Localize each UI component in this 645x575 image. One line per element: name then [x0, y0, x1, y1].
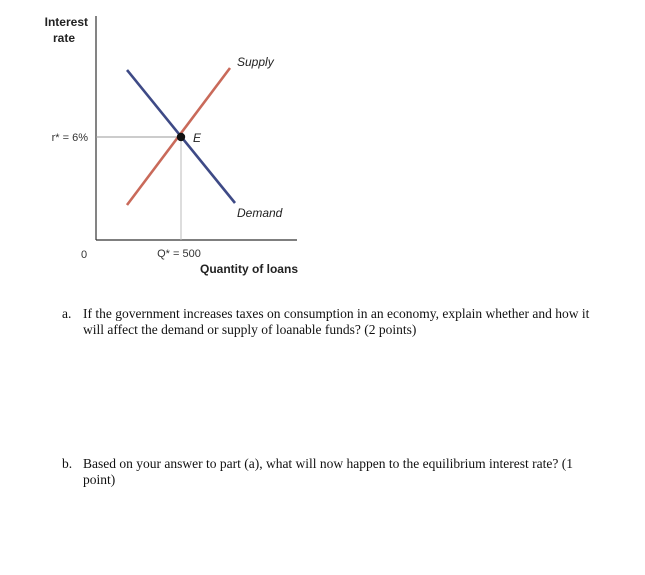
supply-label: Supply — [237, 55, 274, 69]
question-b-text: Based on your answer to part (a), what will now happen to the equilibrium interest rate? (1 point) — [83, 456, 573, 487]
question-a — [62, 306, 607, 338]
question-a-text: If the government increases taxes on consumption in an economy, explain whether and how it will affect the demand or supply of loanable funds? (2 points) — [83, 306, 590, 337]
question-b-marker: b. — [62, 456, 73, 471]
question-a-marker: a. — [62, 306, 72, 321]
equilibrium-point — [177, 133, 185, 141]
question-b — [62, 456, 607, 488]
equilibrium-rate-tick-label: r* = 6% — [51, 132, 88, 144]
y-axis-label-line1: Interest — [44, 15, 88, 29]
origin-label: 0 — [80, 249, 88, 261]
y-axis-label-line2: rate — [52, 31, 75, 45]
demand-label: Demand — [237, 206, 283, 220]
equilibrium-label: E — [193, 131, 202, 145]
equilibrium-quantity-tick-label: Q* = 500 — [157, 248, 201, 260]
x-axis-label: Quantity of loans — [199, 262, 298, 276]
